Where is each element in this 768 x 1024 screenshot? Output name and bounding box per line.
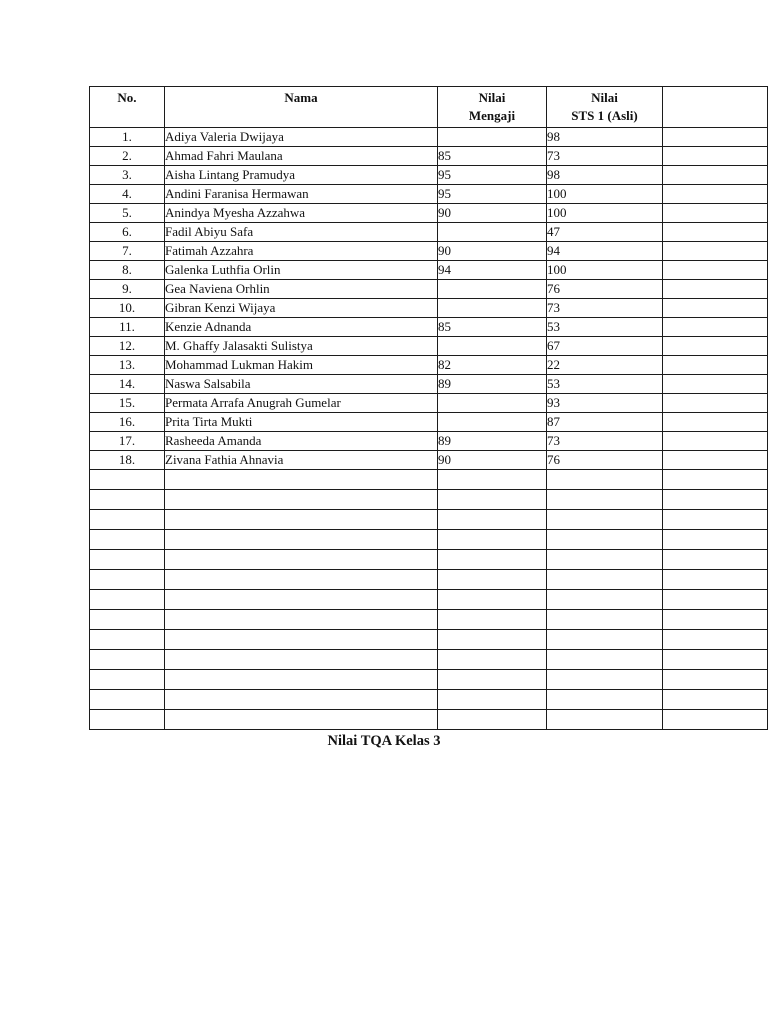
- cell-nilai-mengaji: 95: [438, 185, 547, 204]
- empty-table-row: [90, 570, 768, 590]
- cell-extra: [663, 128, 768, 147]
- column-header-nilai-sts: Nilai STS 1 (Asli): [547, 87, 663, 128]
- table-row: [90, 375, 768, 394]
- cell-nilai-sts: 53: [547, 318, 663, 337]
- cell-nilai-mengaji: 85: [438, 147, 547, 166]
- cell-nilai-mengaji: [438, 223, 547, 242]
- empty-table-row: [90, 670, 768, 690]
- cell-extra: [663, 147, 768, 166]
- cell-nilai-mengaji: 90: [438, 242, 547, 261]
- table-row: [90, 432, 768, 451]
- table-row: [90, 147, 768, 166]
- empty-cell: [165, 610, 438, 630]
- cell-extra: [663, 166, 768, 185]
- empty-cell: [438, 470, 547, 490]
- cell-extra: [663, 280, 768, 299]
- empty-cell: [547, 690, 663, 710]
- empty-cell: [90, 530, 165, 550]
- cell-extra: [663, 223, 768, 242]
- empty-cell: [663, 530, 768, 550]
- cell-nilai-sts: 47: [547, 223, 663, 242]
- cell-nama: Mohammad Lukman Hakim: [165, 356, 438, 375]
- empty-cell: [90, 470, 165, 490]
- empty-cell: [663, 590, 768, 610]
- cell-nilai-sts: 87: [547, 413, 663, 432]
- table-row: [90, 204, 768, 223]
- cell-nilai-sts: 93: [547, 394, 663, 413]
- cell-nama: Gibran Kenzi Wijaya: [165, 299, 438, 318]
- cell-nama: Prita Tirta Mukti: [165, 413, 438, 432]
- cell-nilai-mengaji: 85: [438, 318, 547, 337]
- header-row: [90, 87, 768, 128]
- empty-table-row: [90, 590, 768, 610]
- cell-nama: Aisha Lintang Pramudya: [165, 166, 438, 185]
- empty-cell: [438, 590, 547, 610]
- table-row: [90, 223, 768, 242]
- table-row: [90, 299, 768, 318]
- empty-cell: [165, 490, 438, 510]
- cell-nama: Rasheeda Amanda: [165, 432, 438, 451]
- column-header-extra: [663, 87, 768, 128]
- cell-extra: [663, 432, 768, 451]
- empty-table-row: [90, 470, 768, 490]
- empty-cell: [438, 490, 547, 510]
- empty-cell: [547, 630, 663, 650]
- empty-table-row: [90, 710, 768, 730]
- empty-cell: [90, 510, 165, 530]
- empty-cell: [438, 650, 547, 670]
- empty-table-row: [90, 610, 768, 630]
- empty-cell: [438, 550, 547, 570]
- cell-nilai-mengaji: [438, 337, 547, 356]
- table-row: [90, 413, 768, 432]
- cell-nilai-sts: 100: [547, 185, 663, 204]
- empty-cell: [663, 670, 768, 690]
- empty-cell: [438, 690, 547, 710]
- empty-cell: [165, 510, 438, 530]
- empty-cell: [438, 630, 547, 650]
- empty-cell: [165, 590, 438, 610]
- empty-table-row: [90, 690, 768, 710]
- cell-nilai-sts: 94: [547, 242, 663, 261]
- empty-cell: [663, 630, 768, 650]
- empty-cell: [438, 610, 547, 630]
- cell-no: 14.: [90, 375, 165, 394]
- cell-nilai-sts: 98: [547, 128, 663, 147]
- cell-nilai-mengaji: 89: [438, 432, 547, 451]
- cell-no: 2.: [90, 147, 165, 166]
- table-row: [90, 242, 768, 261]
- empty-cell: [90, 570, 165, 590]
- empty-cell: [90, 610, 165, 630]
- empty-cell: [663, 570, 768, 590]
- empty-cell: [663, 490, 768, 510]
- empty-cell: [165, 470, 438, 490]
- cell-nilai-mengaji: [438, 413, 547, 432]
- empty-table-row: [90, 510, 768, 530]
- cell-extra: [663, 356, 768, 375]
- empty-cell: [547, 490, 663, 510]
- table-row: [90, 337, 768, 356]
- cell-extra: [663, 242, 768, 261]
- cell-nilai-mengaji: 82: [438, 356, 547, 375]
- cell-extra: [663, 185, 768, 204]
- cell-nilai-sts: 73: [547, 299, 663, 318]
- cell-nama: Ahmad Fahri Maulana: [165, 147, 438, 166]
- empty-cell: [90, 690, 165, 710]
- cell-nilai-sts: 76: [547, 280, 663, 299]
- empty-cell: [663, 710, 768, 730]
- table-row: [90, 318, 768, 337]
- table-header: [90, 87, 768, 128]
- column-header-nama: Nama: [165, 87, 438, 128]
- cell-nilai-mengaji: 90: [438, 451, 547, 470]
- cell-nama: M. Ghaffy Jalasakti Sulistya: [165, 337, 438, 356]
- empty-table-row: [90, 650, 768, 670]
- cell-extra: [663, 299, 768, 318]
- cell-extra: [663, 204, 768, 223]
- empty-cell: [438, 510, 547, 530]
- cell-nama: Adiya Valeria Dwijaya: [165, 128, 438, 147]
- cell-nama: Andini Faranisa Hermawan: [165, 185, 438, 204]
- cell-nilai-sts: 76: [547, 451, 663, 470]
- empty-cell: [663, 610, 768, 630]
- cell-nilai-mengaji: 90: [438, 204, 547, 223]
- empty-cell: [165, 690, 438, 710]
- cell-no: 18.: [90, 451, 165, 470]
- empty-cell: [438, 670, 547, 690]
- cell-extra: [663, 375, 768, 394]
- cell-nama: Fatimah Azzahra: [165, 242, 438, 261]
- empty-cell: [663, 690, 768, 710]
- cell-extra: [663, 318, 768, 337]
- cell-extra: [663, 261, 768, 280]
- table-caption: Nilai TQA Kelas 3: [327, 733, 441, 749]
- cell-nilai-mengaji: [438, 128, 547, 147]
- cell-nilai-sts: 67: [547, 337, 663, 356]
- cell-nama: Fadil Abiyu Safa: [165, 223, 438, 242]
- cell-nama: Kenzie Adnanda: [165, 318, 438, 337]
- empty-cell: [547, 590, 663, 610]
- table-row: [90, 451, 768, 470]
- cell-nilai-mengaji: [438, 299, 547, 318]
- cell-nilai-sts: 73: [547, 432, 663, 451]
- cell-nama: Naswa Salsabila: [165, 375, 438, 394]
- cell-nilai-sts: 98: [547, 166, 663, 185]
- cell-no: 10.: [90, 299, 165, 318]
- cell-no: 16.: [90, 413, 165, 432]
- empty-cell: [165, 550, 438, 570]
- cell-nilai-sts: 100: [547, 204, 663, 223]
- empty-cell: [547, 550, 663, 570]
- empty-cell: [90, 710, 165, 730]
- empty-cell: [90, 670, 165, 690]
- cell-no: 6.: [90, 223, 165, 242]
- empty-cell: [165, 630, 438, 650]
- empty-cell: [90, 550, 165, 570]
- table-row: [90, 280, 768, 299]
- cell-nama: Galenka Luthfia Orlin: [165, 261, 438, 280]
- cell-no: 3.: [90, 166, 165, 185]
- empty-cell: [547, 470, 663, 490]
- cell-nama: Anindya Myesha Azzahwa: [165, 204, 438, 223]
- empty-cell: [663, 470, 768, 490]
- table-row: [90, 261, 768, 280]
- empty-cell: [165, 670, 438, 690]
- empty-cell: [547, 610, 663, 630]
- cell-no: 8.: [90, 261, 165, 280]
- empty-cell: [165, 570, 438, 590]
- empty-cell: [547, 510, 663, 530]
- empty-cell: [90, 650, 165, 670]
- cell-extra: [663, 451, 768, 470]
- cell-no: 11.: [90, 318, 165, 337]
- table-body: [90, 128, 768, 730]
- cell-no: 4.: [90, 185, 165, 204]
- empty-table-row: [90, 490, 768, 510]
- cell-nilai-sts: 53: [547, 375, 663, 394]
- cell-nama: Permata Arrafa Anugrah Gumelar: [165, 394, 438, 413]
- cell-nilai-mengaji: 89: [438, 375, 547, 394]
- column-header-nilai-mengaji: Nilai Mengaji: [438, 87, 547, 128]
- table-row: [90, 166, 768, 185]
- cell-no: 15.: [90, 394, 165, 413]
- table-row: [90, 128, 768, 147]
- empty-cell: [90, 490, 165, 510]
- empty-cell: [547, 570, 663, 590]
- cell-no: 1.: [90, 128, 165, 147]
- empty-cell: [90, 630, 165, 650]
- cell-no: 7.: [90, 242, 165, 261]
- empty-cell: [165, 530, 438, 550]
- empty-cell: [90, 590, 165, 610]
- empty-cell: [547, 650, 663, 670]
- cell-nilai-mengaji: 94: [438, 261, 547, 280]
- cell-no: 17.: [90, 432, 165, 451]
- empty-cell: [663, 650, 768, 670]
- cell-extra: [663, 337, 768, 356]
- empty-cell: [547, 670, 663, 690]
- empty-cell: [438, 570, 547, 590]
- cell-nama: Zivana Fathia Ahnavia: [165, 451, 438, 470]
- cell-nilai-mengaji: [438, 394, 547, 413]
- cell-nilai-sts: 73: [547, 147, 663, 166]
- cell-no: 5.: [90, 204, 165, 223]
- empty-table-row: [90, 550, 768, 570]
- cell-nilai-mengaji: [438, 280, 547, 299]
- empty-cell: [438, 530, 547, 550]
- cell-no: 9.: [90, 280, 165, 299]
- table-row: [90, 185, 768, 204]
- empty-table-row: [90, 530, 768, 550]
- cell-nama: Gea Naviena Orhlin: [165, 280, 438, 299]
- table-row: [90, 394, 768, 413]
- cell-no: 13.: [90, 356, 165, 375]
- empty-cell: [547, 710, 663, 730]
- cell-nilai-mengaji: 95: [438, 166, 547, 185]
- scores-table: [89, 86, 768, 730]
- cell-extra: [663, 394, 768, 413]
- empty-cell: [663, 510, 768, 530]
- column-header-no: No.: [90, 87, 165, 128]
- cell-nilai-sts: 100: [547, 261, 663, 280]
- cell-no: 12.: [90, 337, 165, 356]
- empty-cell: [663, 550, 768, 570]
- empty-cell: [547, 530, 663, 550]
- empty-cell: [165, 650, 438, 670]
- empty-table-row: [90, 630, 768, 650]
- cell-nilai-sts: 22: [547, 356, 663, 375]
- empty-cell: [165, 710, 438, 730]
- empty-cell: [438, 710, 547, 730]
- table-row: [90, 356, 768, 375]
- cell-extra: [663, 413, 768, 432]
